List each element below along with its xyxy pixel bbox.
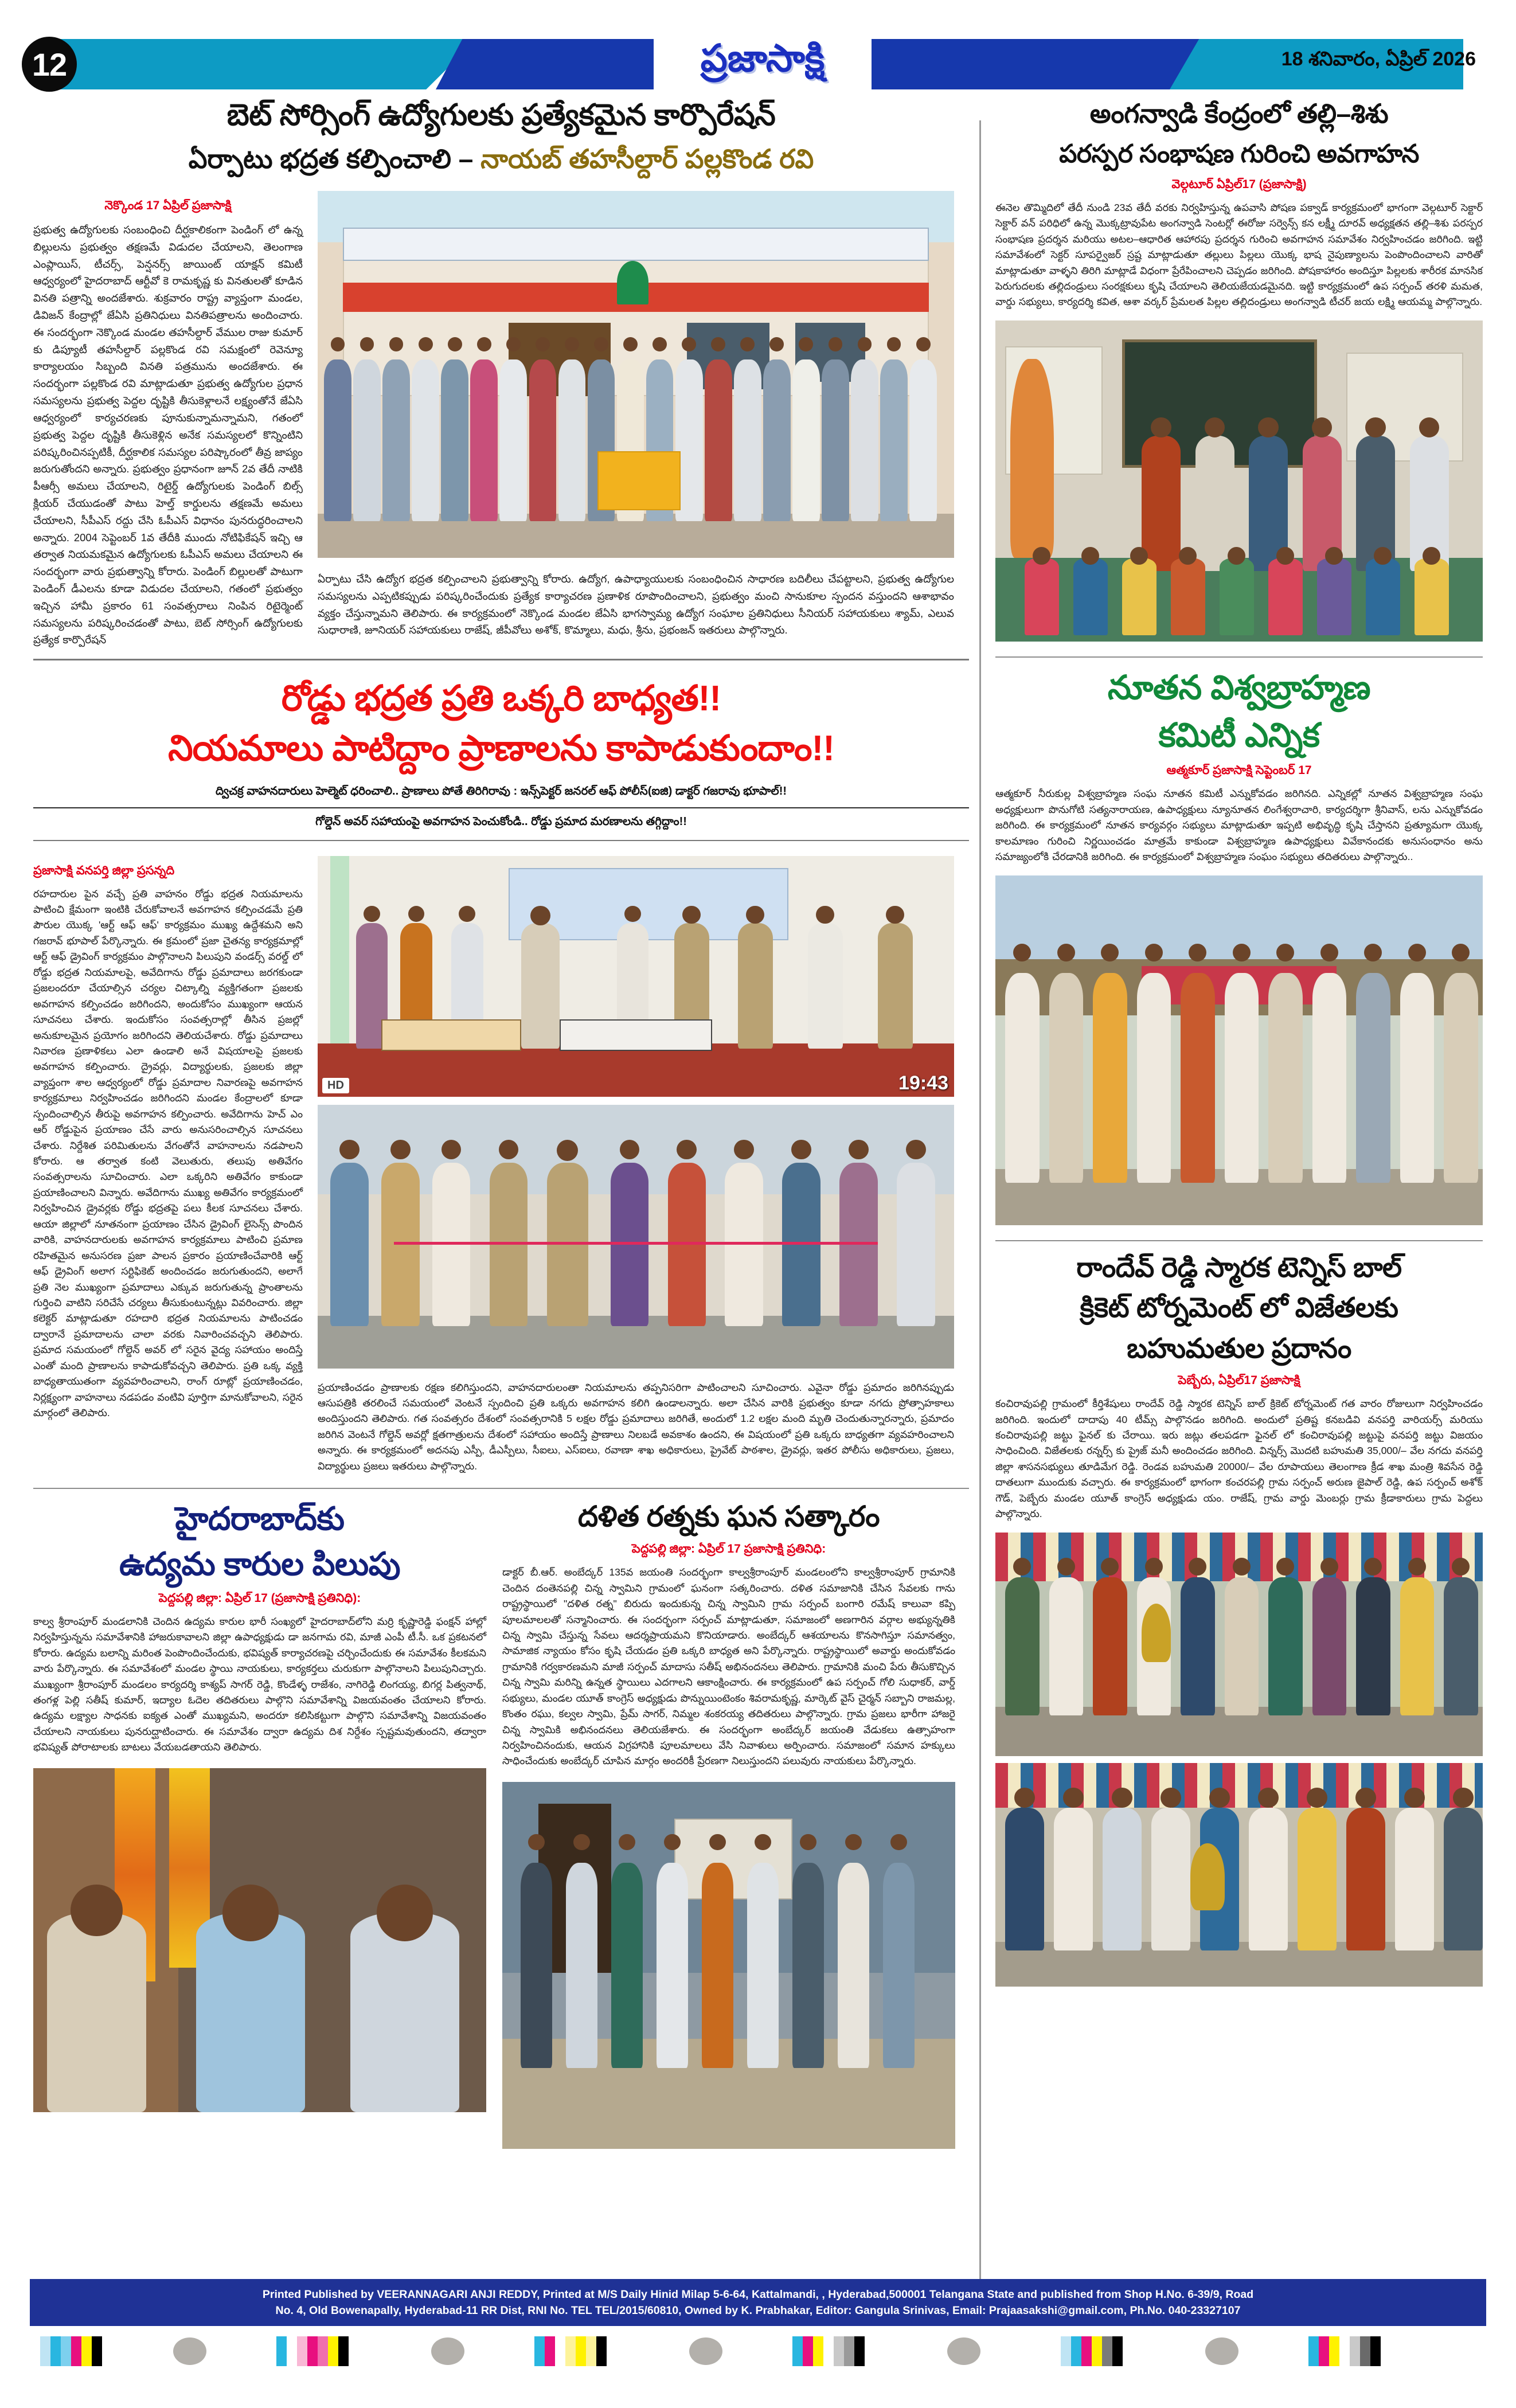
bottom-left-stories [33, 1499, 969, 2149]
left-main-column [33, 97, 969, 2149]
color-bar-group-2 [276, 2336, 349, 2366]
masthead-bar-cyan-left [53, 39, 477, 89]
color-bar-oval-2 [431, 2337, 464, 2365]
footer-line-2: No. 4, Old Bowenapally, Hyderabad-11 RR Dist, RNI No. TEL TEL/2015/60810, Owned by K. Prabhakar, Editor: Gangula Srinivas, Email: Prajaasakshi@gmail.com, Ph.No. 040-23327107 [275, 2304, 1241, 2317]
right-column [995, 97, 1483, 1987]
dalita-body: డాక్టర్ బీ.ఆర్. అంబేద్కర్ 135వ జయంతి సందర్భంగా కాల్వశ్రీరాంపూర్ మండలంలోని కాల్వశ్రీరాంపూర్ గ్రామానికి చెందిన దంతెనపల్లి చిన్న స్వామిని గ్రామంలో ఘనంగా సత్కరించారు. దళిత సమాజానికి చేసిన సేవలకు గాను రాష్ట్రస్థాయిలో "దళిత రత్న" బిరుదు ఇందుకున్న చిన్న స్వామిని గ్రామ సర్పంచ్ బంగారి రమేష్ కాలువా కప్పి పూలమాలలతో సన్మానించారు. ఈ సందర్భంగా సర్పంచ్ మాట్లాడుతూ, సమాజంలో అణగారిన వర్గాల అభ్యున్నతికి చిన్న స్వామి చేస్తున్న సేవలు ఆదర్శప్రాయమని కొనియాడారు. అంబేద్కర్ ఆశయాలను కొనసాగిస్తూ సమానత్వం, సామాజిక న్యాయం కోసం కృషి చేయడం ప్రతి ఒక్కరి బాధ్యత అని పేర్కొన్నారు. రాష్ట్రస్థాయిలో అవార్డు అందుకోవడం గ్రామానికి గర్వకారణమని మాజీ సర్పంచ్ మాదాసు సతీష్ అభినందనలు తెలిపారు. గ్రామానికి మంచి పేరు తీసుకొచ్చిన చిన్న స్వామి మరిన్ని ఉన్నత స్థాయిలు ఎదగాలని ఆకాంక్షించారు. ఈ కార్యక్రమంలో ఉప సర్పంచ్ గోలి సుధాకర్, వార్డ్ సభ్యులు, మండల యూత్ కాంగ్రెస్ అధ్యక్షుడు పొన్నుయింటెంకం శివరామకృష్ణ, మార్కెట్ వైస్ చైర్మన్ సబ్బాని రాజమల్ల, కొంతం రఘు, కల్వల స్వామి, ప్రేమ్ సాగర్, నిమ్మల శంకరయ్య తదితరులు పాల్గొన్నారు. గ్రామ ప్రజలు భారీగా హాజరై చిన్న స్వామికి అభినందనలు తెలియజేశారు. ఈ సందర్భంగా అంబేద్కర్ జయంతి వేడుకలు ఉత్సాహంగా నిర్వహించినందుకు, ఆయన విగ్రహానికి పూలమాలలు వేసి నివాళులు అర్పించారు. సమాజంలో సమాన హక్కులు సాధించేందుకు అంబేద్కర్ చూపిన మార్గం అందరికీ ప్రేరణగా నిలుస్తుందని పలువురు నాయకులు పేర్కొన్నారు. [502, 1566, 955, 1767]
video-timestamp: 19:43 [898, 1072, 948, 1094]
lead-story-subheadline [33, 143, 969, 176]
vishwabrahmana-body: ఆత్మకూర్ నీరుకుల్ల విశ్వబ్రాహ్మణ సంఘ నూతన కమిటీ ఎన్నుకోవడం జరిగినది. ఎన్నికల్లో నూతన విశ్వబ్రాహ్మణ సంఘ అధ్యక్షులుగా పొనుగోటి సత్యనారాయణ, ఉపాధ్యక్షులు న్యూనూతన లింగేశ్వరాచారి, కార్యదర్శిగా శ్రీనివాస్, లను ఎన్నుకోవడం జరిగింది. ఈ కార్యక్రమంలో నూతన కార్యవర్గం సభ్యులు మాట్లాడుతూ ఇప్పటి అభివృద్ధి కృషి చేస్తానని ప్రత్యూమగా యొక్క కాలమాణం గురించి నిర్ణయించడం మాత్రమే కాకుండా విశ్వబ్రాహ్మణ ఉపాధ్యక్షులు వివేకానందకు అనుసంధానం అను సమాజ్యంలోకి చేరడానికి జరిగింది. ఈ కార్యక్రమంలో విశ్వబ్రాహ్మణ సంఘం సభ్యులు తదితరులు పాల్గొన్నారు.. [995, 788, 1483, 863]
promo-paragraph-1: ద్విచక్ర వాహనదారులు హెల్మెట్ ధరించాలి.. ప్రాణాలు పోతే తిరిగిరావు : ఇన్స్‌పెక్టర్ జనరల్ ఆఫ్ పోలీస్(ఐజి) డాక్టర్ గజరావు భూపాల్!! [33, 785, 969, 808]
cricket-story [995, 1252, 1483, 1987]
lead-story [33, 97, 969, 648]
section-divider-left [33, 1488, 969, 1489]
color-bar-group-1 [30, 2336, 102, 2366]
lead-story-headline: బెట్ సోర్సింగ్ ఉద్యోగులకు ప్రత్యేకమైన కార్పొరేషన్ [226, 99, 776, 132]
lead-story-subheadline-gold: నాయబ్ తహసీల్దార్ పల్లకొండ రవి [480, 144, 814, 174]
lead-story-photo [318, 191, 954, 558]
color-bar-oval-3 [689, 2337, 722, 2365]
dalita-headline: దళిత రత్నకు ఘన సత్కారం [577, 1500, 880, 1533]
hyderabad-story [33, 1499, 486, 2149]
footer-line-1: Printed Published by VEERANNAGARI ANJI REDDY, Printed at M/S Daily Hinid Milap 5-6-64, Kattalmandi, , Hyderabad,500001 Telangana State and published from Shop H.No. 6-39/9, Road [262, 2288, 1254, 2301]
color-bar-group-5 [1050, 2336, 1123, 2366]
anganwadi-photo-children [995, 558, 1483, 635]
newspaper-logo: ప్రజాసాక్షి [654, 31, 872, 94]
hyderabad-body: కాల్వ శ్రీరాంపూర్ మండలానికి చెందిన ఉద్యమ కారుల భారీ సంఖ్యలో హైదరాబాద్‌లోని మర్రి కృష్ణారెడ్డి ఫంక్షన్ హాల్లో నిర్వహిస్తున్నను సమావేశానికి హాజరుకావాలని జిల్లా ఉపాధ్యక్షుడు డా జనగామ రవి, మాజీ ఎంపీ టీ.సీ. ఒక ప్రకటనలో కోరారు. ఉద్యమ బలాన్ని మరింత పెంపొందించేందుకు, భవిష్యత్ కార్యాచరణపై చర్చించేందుకు ఈ సమావేశం కీలకమని వారు పేర్కొన్నారు. ఈ సమావేశంలో మండల స్థాయి నాయకులు, కార్యకర్తలు చురుకుగా పాల్గొనాలని పిలుపునిచ్చారు. ముఖ్యంగా శ్రీరాంపూర్ మండలం కార్యదర్శి కాశ్యప్ సాగర్ రెడ్డి, కొండేళ్ళ రాజేశం, నాగిరెడ్డి లింగయ్య, బిగర్ల పిత్వనాథ్, తంగళ్ల పెల్లి సతీష్ కుమార్, ఇద్యాల ఓదెల తదితరులు పాల్గొని సమావేశాన్ని విజయవంతం చేయాలని కోరారు. ఉద్యమ లక్ష్యాల సాధనకు ఐక్యత ఎంతో ముఖ్యమని, అందరూ కలిసికట్టుగా పాల్గొని సమావేశాన్ని విజయవంతం చేయాలని నాయకులు పునరుద్ఘాటించారు. ఈ సమావేశం ద్వారా ఉద్యమ దిశ నిర్దేశం స్పష్టమవుతుందని, తద్వారా భవిష్యత్ పోరాటాలకు బాటలు వేయబడతాయని తెలిపారు. [33, 1615, 486, 1753]
cricket-byline: పెబ్బేరు, ఏప్రిల్17 ప్రజాసాక్షి [1178, 1374, 1300, 1387]
road-safety-story [33, 856, 969, 1475]
hyderabad-headline-line-2: ఉద్యమ కారుల పిలుపు [119, 1545, 400, 1582]
vishwabrahmana-headline-line-2: కమిటీ ఎన్నిక [1158, 716, 1320, 754]
masthead-bar-blue-right [867, 39, 1199, 89]
anganwadi-story [995, 97, 1483, 642]
anganwadi-headline-line-2: పరస్పర సంభాషణ గురించి అవగాహన [1059, 140, 1419, 169]
masthead [0, 36, 1516, 89]
hyderabad-headline-line-1: హైదరాబాద్‌కు [175, 1500, 345, 1537]
promo-line-2: నియమాలు పాటిద్దాం ప్రాణాలను కాపాడుకుందాం!! [168, 729, 834, 769]
road-safety-photos-and-text [318, 856, 954, 1475]
color-bar-oval-1 [173, 2337, 206, 2365]
anganwadi-headline-line-1: అంగన్వాడి కేంద్రంలో తల్లి–శిశు [1089, 99, 1389, 128]
vishwabrahmana-story [995, 668, 1483, 1225]
right-divider-1 [995, 656, 1483, 658]
color-bar-group-3 [534, 2336, 607, 2366]
dalita-byline: పెద్దపల్లి జిల్లా: ఏప్రిల్ 17 ప్రజాసాక్షి ప్రతినిధి: [631, 1542, 826, 1556]
anganwadi-body: ఈనెల తొమ్మిదిలో తేదీ నుండి 23వ తేదీ వరకు నిర్వహిస్తున్న ఉపవాసి పోషణ పక్వాడ్ కార్యక్రమంలో భాగంగా వెల్గటూర్ సెక్టార్ సెక్టార్ వన్ పరిధిలో ఉన్న మొక్కట్రావుపేట అంగన్వాడి సెంటర్లో ఈరోజు సర్వెన్స్ కన లక్ష్మీ దూరవ్ అధ్యక్షతన తల్లి–శిశు పరస్పర సంభాషణ ప్రదర్శన మరియు అటల–ఆధారిత ఆహారపు ప్రదర్శన గురించి అవగాహన సమావేశం నిర్వహించడం జరిగింది. ఇట్టి సమావేశంలో సెక్టర్ సూపర్వైజర్ స్రష్ట మాట్లాడుతూ తల్లులు పిల్లలు యొక్క భాష నైపుణ్యాలను పెంపొందించాలని వారితో మాట్లాడుతూ వాళ్ళని తిరిగి మాట్లాడే విధంగా ప్రేరేపించాలని చెప్పడం జరిగింది. పోషకాహారం అందిస్తూ పిల్లలకు శారీరక మానసిక పెరుగుదలకు తల్లిదండ్రులు సంరక్షకులు కృషి చేయాలని తెలియజేయడమైనది. ఇట్టి కార్యక్రమంలో ఉప సర్పంచ్ తరళి మమత, వార్డు సభ్యులు, కార్యదర్శి కవిత, ఆశా వర్కర్ ప్రేమలత పిల్లల తల్లిదండ్రులు అంగన్వాడి టీచర్ జయ లక్ష్మి ఆయమ్మ పాల్గొన్నారు. [995, 201, 1483, 308]
hyderabad-photo-people [33, 1913, 486, 2112]
cricket-body: కంచిరావుపల్లి గ్రామంలో కీర్తిశేషులు రాందేవ్ రెడ్డి స్మారక టెన్నిస్ బాల్ క్రికెట్ టోర్నమెంట్ గత వారం రోజులుగా నిర్వహించడం జరిగింది. ఇందులో దాదాపు 40 టీమ్స్ పాల్గొనడం జరిగింది. అందులో ప్రతిష్ట కనబడివి వనపర్తి వారియర్స్ మరియు కంచిరావుపల్లి జట్టు ఫైనల్ కు చేరాయి. ఇరు జట్లు తలపడగా ఫైనల్ లో కంచిరావుపల్లి జట్టుపై వనపర్తి జట్టు విజయం సాధించింది. విజేతలకు రన్నర్స్ కు ప్రైజ్ మనీ అందించడం జరిగింది. విన్నర్స్ మొదటి బహుమతి 35,000/– వేల నగదు వనపర్తి జిల్లా శాసనసభ్యులు తూడిమేగ రెడ్డి. రెండవ బహుమతి 20000/– వేల రూపాయలు తెలంగాణ క్రీడ శాఖ మంత్రి శివసేన రెడ్డి దాతలుగా ముందుకు వచ్చారు. ఈ కార్యక్రమంలో భాగంగా కంచరపల్లి గ్రామ సర్పంచ్ అరుణ జైపాల్ రెడ్డి, ఉప సర్పంచ్ అశోక్ గౌడ్, పెబ్బేరు మండల యూత్ కాంగ్రెస్ అధ్యక్షుడు యం. రాజేష్, గ్రామ వార్డు మెంబర్లు గ్రామ క్రీడాకారులు గ్రామ పెద్దలు పాల్గొన్నారు. [995, 1398, 1483, 1520]
road-safety-promo-box [33, 659, 969, 841]
vishwabrahmana-photo-people [995, 973, 1483, 1183]
lead-story-text-column-1 [33, 191, 303, 648]
dalita-photo-people [502, 1863, 955, 2068]
anganwadi-photo [995, 320, 1483, 642]
anganwadi-byline: వెల్గటూర్ ఏప్రిల్17 (ప్రజాసాక్షి) [1171, 177, 1307, 191]
cricket-headline-line-1: రాందేవ్ రెడ్డి స్మారక టెన్నిస్ బాల్ [1076, 1252, 1402, 1283]
road-safety-byline: ప్రజాసాక్షి వనపర్తి జిల్లా ప్రసన్నది [33, 863, 175, 877]
hyderabad-byline: పెద్దపల్లి జిల్లా: ఏప్రిల్ 17 (ప్రజాసాక్షి ప్రతినిధి): [158, 1591, 361, 1605]
lead-story-body-1: ప్రభుత్వ ఉద్యోగులకు సంబంధించి దీర్ఘకాలికంగా పెండింగ్ లో ఉన్న బిల్లులను ప్రభుత్వం తక్షణమే విడుదల చేయాలని, తెలంగాణ ఎంప్లాయిస్, టీచర్స్, పెన్షనర్స్ జాయింట్ యాక్షన్ కమిటీ ఆధ్వర్యంలో హైదరాబాద్ ఆర్టీవో కె రామకృష్ణ కు వినతులతో కూడిన వినతి పత్రాన్ని అందజేశారు. శుక్రవారం రాష్ట్ర వ్యాప్తంగా మండల, డివిజన్ కేంద్రాల్లో జేఏసి ప్రతినిధులు వినతిపత్రాలను అందించారు. ఈ సందర్భంగా నెక్కొండ మండల తహసీల్దార్ వేముల రాజు కుమార్ కు డిప్యూటీ తహసీల్దార్ పల్లకొండ రవి సమక్షంలో రెవెన్యూ కార్యాలయం సిబ్బంది వినతి పత్రమును అందజేశారు. ఈ సందర్భంగా పల్లకొండ రవి మాట్లాడుతూ ప్రభుత్వ ఉద్యోగుల ప్రధాన సమస్యలను ప్రభుత్వ పెద్దల దృష్టికి తీసుకెళ్లాలనే లక్ష్యంతోనే జేఏసి ఆధ్వర్యంలో కార్యచరణకు పూనుకున్నామన్నామని, గతంలో ప్రభుత్వ పెద్దల దృష్టికి తీసుకెళ్లిన అనేక సమస్యలలో కొన్నింటిని పరిష్కరించినప్పటికీ, దీర్ఘకాలిక సమస్యల పరిష్కారంలో తీవ్ర జాప్యం జరుగుతోందని అన్నారు. ప్రభుత్వం ప్రధానంగా జూన్ 2వ తేదీ నాటికి పీఆర్సీ అమలు చేయాలని, రిటైర్డ్ ఉద్యోగులకు పెండింగ్ బిల్స్ క్లియర్ చేయుడంతో పాటు హెల్త్ కార్డులను తక్షణమే అమలు చేయాలని, సీపీఎస్ రద్దు చేసి ఓపీఎస్ విధానం పునరుద్ధరించాలని అన్నారు. 2004 సెప్టెంబర్ 1వ తేదీకి ముందు నోటిఫికేషన్ ఇచ్చి ఆ తర్వాత నియమకమైన ఉద్యోగులకు ఓపీఎస్ అమలు చేయాలని ఈ సందర్భంగా వారు ప్రభుత్వాన్ని కోరారు. పెండింగ్ బిల్లులతో పాటుగా పెండింగ్ డీఎలను కూడా విడుదల చేయాలని, గతంలో ప్రభుత్వం ఇచ్చిన హామీ ప్రకారం 61 సంవత్సరాలు నింపిన రిటైర్మెంట్ సమస్యలను పరిష్కరించడంతో పాటు, బెట్ సోర్సింగ్ ఉద్యోగులకు ప్రత్యేక కార్పొరేషన్ [33, 223, 303, 646]
promo-line-1: రోడ్డు భద్రత ప్రతి ఒక్కరి బాధ్యత!! [281, 679, 721, 719]
publication-footer [30, 2279, 1486, 2326]
road-safety-photo-ribbon [318, 1105, 954, 1369]
color-bar-group-4 [792, 2336, 865, 2366]
cricket-headline-line-2: క్రికెట్ టోర్నమెంట్ లో విజేతలకు [1080, 1293, 1398, 1324]
cricket-photo-bottom-people [995, 1808, 1483, 1951]
color-bar-oval-5 [1205, 2337, 1238, 2365]
vishwabrahmana-byline: ఆత్మకూర్ ప్రజాసాక్షి సెప్టెంబర్ 17 [1166, 764, 1312, 777]
promo-paragraph-2: గోల్డెన్ అవర్ సహాయంపై అవగాహన పెంచుకోండి.. రోడ్డు ప్రమాద మరణాలను తగ్గిద్దాం!! [315, 815, 687, 828]
vishwabrahmana-photo [995, 875, 1483, 1225]
cricket-photo-top-people [995, 1577, 1483, 1716]
lead-story-body-2: ఏర్పాటు చేసి ఉద్యోగ భద్రత కల్పించాలని ప్రభుత్వాన్ని కోరారు. ఉద్యోగ, ఉపాధ్యాయులకు సంబంధించిన సాధారణ బదిలీలు చేపట్టాలని, ప్రభుత్వ ఉద్యోగుల సమస్యలను ఎప్పటికప్పుడు పరిష్కరించేందుకు ప్రత్యేక కార్యాచరణ ప్రణాళిక రూపొందించాలని, ప్రభుత్వం మంచి సానుకూల స్పందన వస్తుందని ఆశాభావం వ్యక్తం చేస్తున్నామని తెలిపారు. ఈ కార్యక్రమంలో నెక్కొండ మండల జేఏసి భాగస్వామ్య ఉద్యోగ సంఘాల ప్రతినిధులు సీనియర్ సహాయకులు శ్యామ్, ఎలువ సుధారాణి, జూనియర్ సహాయకులు రాజేష్, జీపీవోలు అశోక్, కొమ్మాలు, మధు, శ్రీను, ప్రభంజన్ ఇతరులు పాల్గొన్నారు. [318, 572, 954, 636]
cricket-photo-bottom [995, 1763, 1483, 1987]
right-divider-2 [995, 1240, 1483, 1241]
road-safety-body-2: ప్రయాణించడం ప్రాణాలకు రక్షణ కలిగిస్తుందని, వాహనదారులంతా నియమాలను తప్పనిసరిగా పాటించాలని సూచించారు. ఎవైనా రోడ్డు ప్రమాదం జరిగినప్పుడు ఆసుపత్రికి తరలించే సమయంలో వెంటనే స్పందించి ప్రతి ఒక్కరు అవగాహన కలిగి ఉండాలన్నారు. అలా చేసిన వారికి ప్రభుత్వం కూడా నగదు ప్రోత్సాహకాలు అందిస్తుందని తెలిపారు. గత సంవత్సరం దేశంలో సంవత్సరానికి 5 లక్షల రోడ్డు ప్రమాదాలు జరిగితే, అందులో 1.2 లక్షల మంది మృతి చెందుతున్నారన్నారు, ప్రమాదం జరిగిన వెంటనే గోల్డెన్ అవర్లో క్షతగాత్రులను దేశంలో సహాయం అందిస్తే ప్రాణాలు నిలబడే అవకాశం ఉందని, ఈ విషయంలో ప్రతి ఒక్కరు బాధ్యతగా వ్యవహరించాలని అన్నారు. ఈ కార్యక్రమంలో అదనపు ఎస్పీ, డీఎస్పీలు, సీఐలు, ఎస్ఐలు, రవాణా శాఖ అధికారులు, ప్రైవేట్ పాఠశాల, డ్రైవర్లు, ఇతర పోలీసు అధికారులు, ప్రజలు, విద్యార్థులు ప్రజలు ఇతరులు పాల్గొన్నారు. [318, 1381, 954, 1472]
publication-date: 18 శనివారం, ఏప్రిల్ 2026 [1281, 48, 1476, 70]
column-divider-vertical [979, 120, 981, 2293]
lead-story-subheadline-black: ఏర్పాటు భద్రత కల్పించాలి – [188, 144, 481, 174]
hyderabad-photo [33, 1768, 486, 2112]
color-calibration-bars [30, 2336, 1486, 2366]
page-number-badge: 12 [22, 37, 77, 92]
road-safety-text-column-1 [33, 856, 303, 1475]
cricket-photo-top [995, 1533, 1483, 1756]
road-safety-body-1: రహదారుల పైన వచ్చే ప్రతి వాహనం రోడ్డు భద్రత నియమాలను పాటించి క్షేమంగా ఇంటికి చేరుకోవాలనే అవగాహన కల్పించడమే ప్రతి పౌరుల యొక్క 'ఆర్ట్ ఆఫ్ ఆఫ్' కార్యక్రమం ముఖ్య ఉద్దేశమని అని గజరావ్ భూపాల్ పేర్కొన్నారు. ఈ క్రమంలో ప్రజా చైతన్య కార్యక్రమాల్లో ఆర్ట్ ఆఫ్ డ్రైవింగ్ కార్యక్రమం పాల్గొనాలని పిలుపుని వండర్స్ వరల్డ్ లో రోడ్డు భద్రత నియమాలపై, అవేదిగాను రోడ్డు ప్రమాదాలు జరగకుండా ప్రజలందరూ చేయాల్సిన చర్యల చిట్కాల్ని వ్యక్తిగతంగా ప్రజలకు అవగాహన కల్పించడం జరిగిందని, అందుకోసం ముఖ్యంగా ఆయన సూచనలు చేశారు. ఇందుకోసం సంవత్సరాల్లో తీసిన ప్రజల్లో అనుకూలమైన ప్రయోగం జరిగిందని తెలియచేశారు. రోడ్డు ప్రమాదాలు నివారణ ప్రణాళికలు ఎలా ఉండాలి అనే విషయాలపై ప్రజలకు అవగాహన కల్పించారు. ద్రైవర్లు, విద్యార్థులకు, ప్రజలకు జిల్లా వ్యాప్తంగా శాల ఆధ్వర్యంలో రోడ్డు ప్రమాదాల నివారణపై అవగాహన కార్యక్రమాలు నిర్వహించడం జరిగిందని మండల కేంద్రాలలో కూడా స్పందించాల్సిన తీరుపై అవగాహన కల్పించారు. అవేదిగాను హెచ్ ఎం ఆర్ రోడ్డుపైన ప్రయాణం చేసే వారు అనుసరించాల్సిన సూచనలు చేశారు. నిర్దేశిత పరిమితులను వేగంతోనే వాహనాలను నడపాలని కోరారు. ఆ తర్వాత కంటి వెలుతురు, తలుపు అతివేగం సంవత్సరాలను సూచించారు. ఎలా ఒక్కరిని అతివేగం కాకుండా ప్రయాణించాలని విన్నారు. అవేదిగాను ముఖ్య అతివేగం కార్యక్రమంలో నిర్వహించిన డ్రైవర్లకు రోడ్డు భద్రతపై పలు కీలక సూచనలు చేశారు. ఆయా జిల్లాలో నూతనంగా ప్రయాణం చేసిన డ్రైవింగ్ లైసెన్స్ పొందిన వారికి, వాహనదారులకు అవగాహన కార్యక్రమాలు పాటించి ప్రమాణ రహితమైన అనుసరణ ప్రజా పాలన ప్రకారం ప్రయాణించేవారికి ఆర్ట్ ఆఫ్ డ్రైవింగ్ అలాగ సర్టిఫికెట్ అందించడం జరుగుతుందని, అలాగే ప్రతి నెల ముఖ్యంగా ప్రమాదాలు ఎక్కువ జరుగుతున్న ప్రాంతాలను గుర్తించి వాటిని సరిచేసే చర్యలు తీసుకుంటున్నట్లు వివరించారు. జిల్లా కలెక్టర్ మాట్లాడుతూ రహదారి భద్రత నియమాలను పాటించడం ద్వారానే ప్రమాదాలను చాలా వరకు నివారించవచ్చని తెలిపారు. ప్రమాద సమయంలో గోల్డెన్ అవర్ లో సరైన వైద్య సహాయం అందిస్తే ఎంతో మంది ప్రాణాలను కాపాడుకోవచ్చని తెలిపారు. ప్రతి ఒక్క వ్యక్తి బాధ్యతాయుతంగా వ్యవహరించాలని, రాంగ్ రూట్లో ప్రయాణించడం, నిర్లక్ష్యంగా వాహనాలు నడపడం వంటివి పూర్తిగా మానుకోవాలని, సరైన మార్గంలో తెలిపారు. [33, 888, 303, 1418]
color-bar-group-6 [1308, 2336, 1381, 2366]
road-safety-photo-stage [318, 856, 954, 1097]
lead-story-photo-and-text [318, 191, 954, 648]
vishwabrahmana-headline-line-1: నూతన విశ్వబ్రాహ్మణ [1107, 669, 1371, 706]
cricket-headline-line-3: బహుమతుల ప్రదానం [1127, 1333, 1351, 1364]
lead-story-byline: నెక్కొండ 17 ఏప్రిల్ ప్రజాసాక్షి [104, 198, 232, 212]
hd-badge: HD [322, 1078, 349, 1093]
dalita-story [502, 1499, 955, 2149]
color-bar-oval-4 [947, 2337, 980, 2365]
dalita-photo [502, 1782, 955, 2149]
